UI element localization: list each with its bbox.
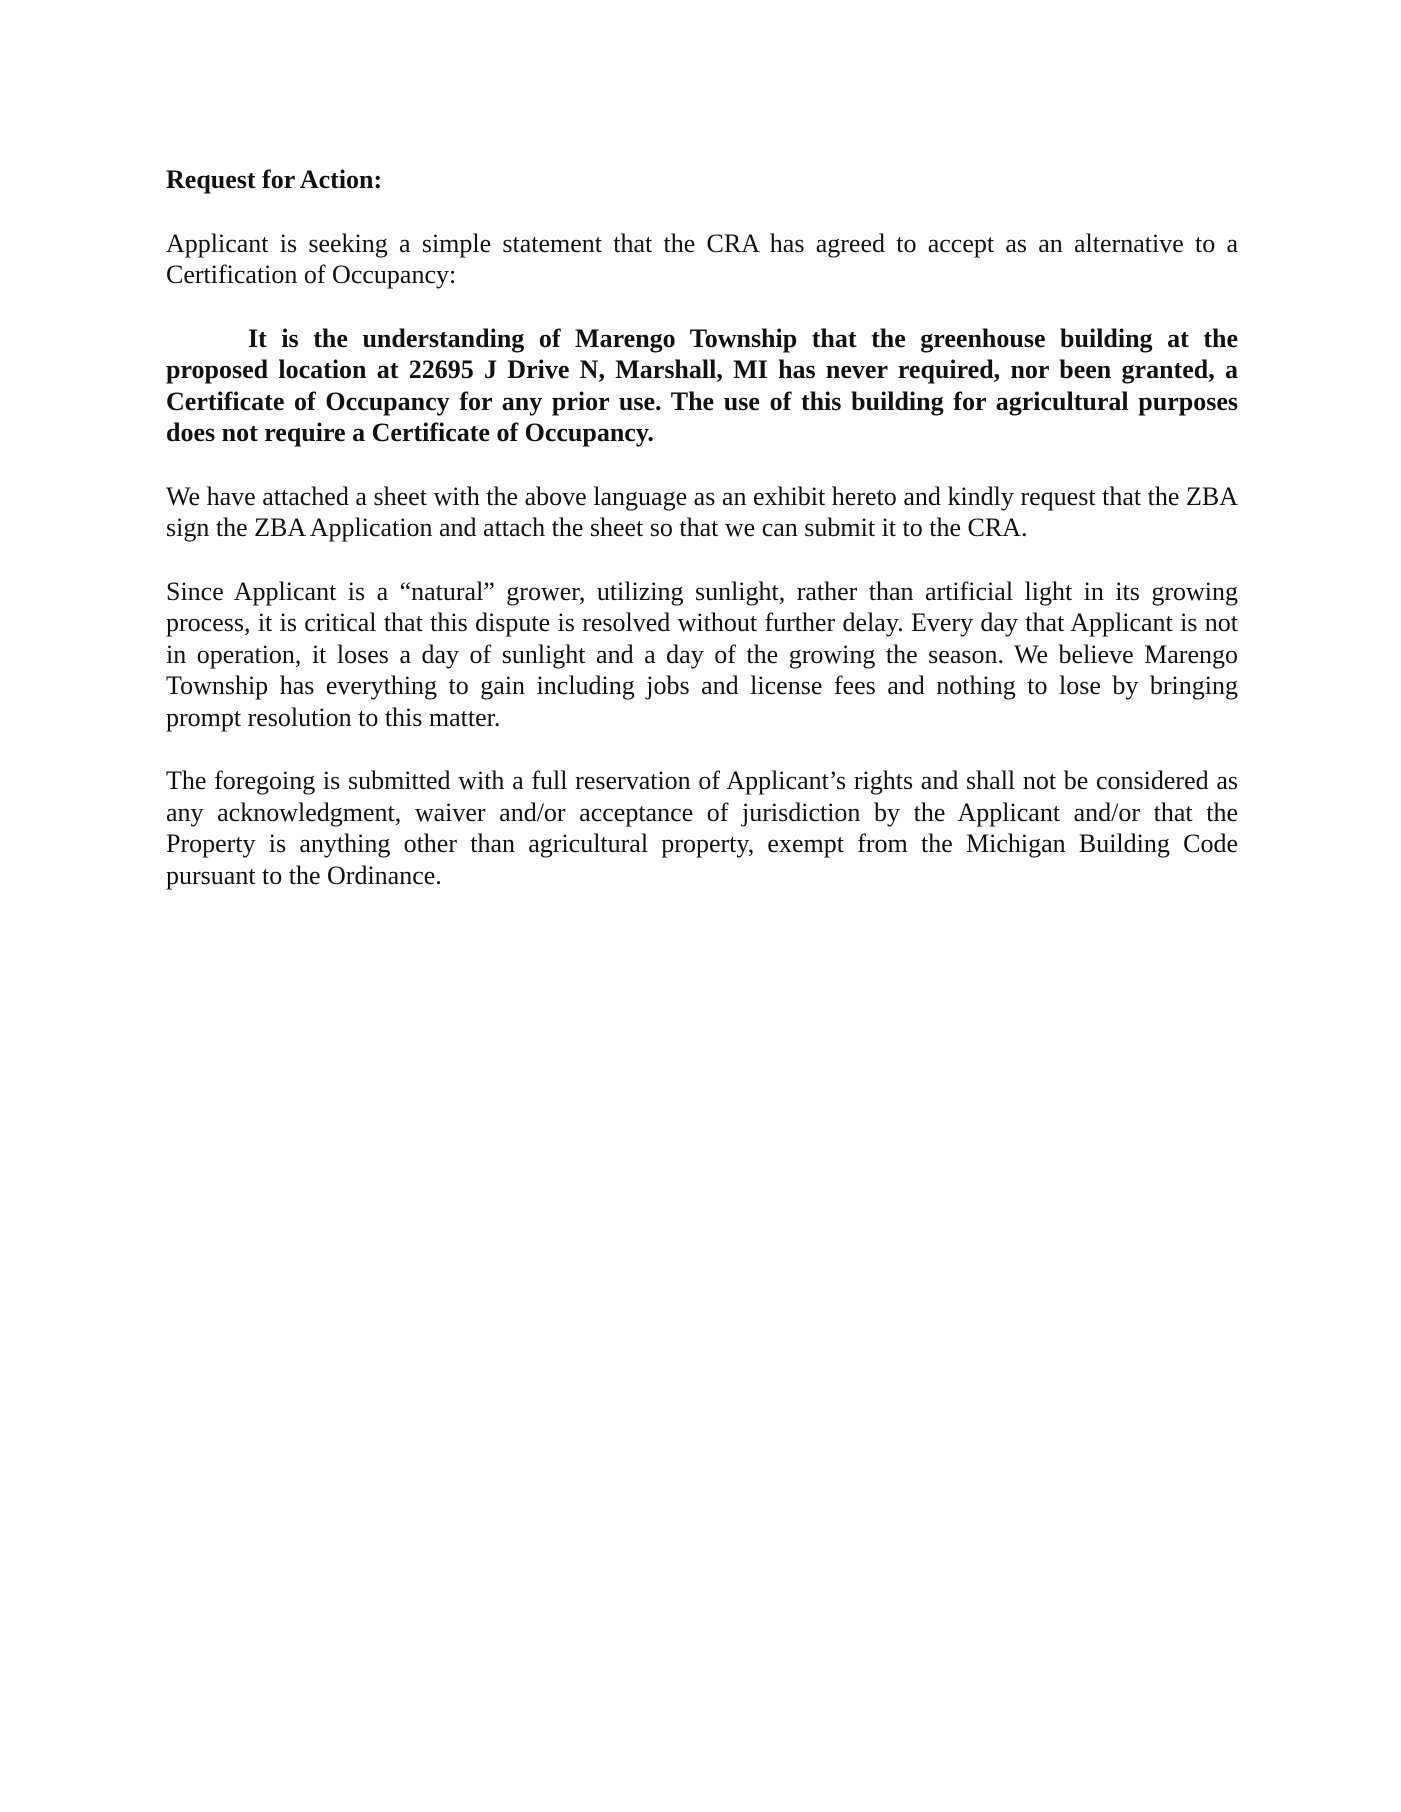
paragraph-reservation-of-rights: The foregoing is submitted with a full reservation of Applicant’s rights and shall not be considered as any acknowledgment, waiver and/or acceptance of jurisdiction by the Applicant and/or that the Property is anything other than agricultural property, exempt from the Michigan Building Code pursuant to the Ordinance. [166, 766, 1238, 890]
document-body [166, 164, 1238, 923]
paragraph-attachment: We have attached a sheet with the above language as an exhibit hereto and kindly request that the ZBA sign the ZBA Application and attach the sheet so that we can submit it to the CRA. [166, 481, 1238, 542]
paragraph-proposed-statement: It is the understanding of Marengo Township that the greenhouse building at the proposed location at 22695 J Drive N, Marshall, MI has never required, nor been granted, a Certificate of Occupancy for any prior use. The use of this building for agricultural purposes does not require a Certificate of Occupancy. [166, 323, 1238, 447]
section-heading: Request for Action: [166, 165, 383, 194]
paragraph-request: Applicant is seeking a simple statement that the CRA has agreed to accept as an alternative to a Certification of Occupancy: [166, 228, 1238, 289]
paragraph-urgency: Since Applicant is a “natural” grower, utilizing sunlight, rather than artificial light in its growing process, it is critical that this dispute is resolved without further delay. Every day that Applicant is not in operation, it loses a day of sunlight and a day of the growing the season. We believe Marengo Township has everything to gain including jobs and license fees and nothing to lose by bringing prompt resolution to this matter. [166, 576, 1238, 732]
